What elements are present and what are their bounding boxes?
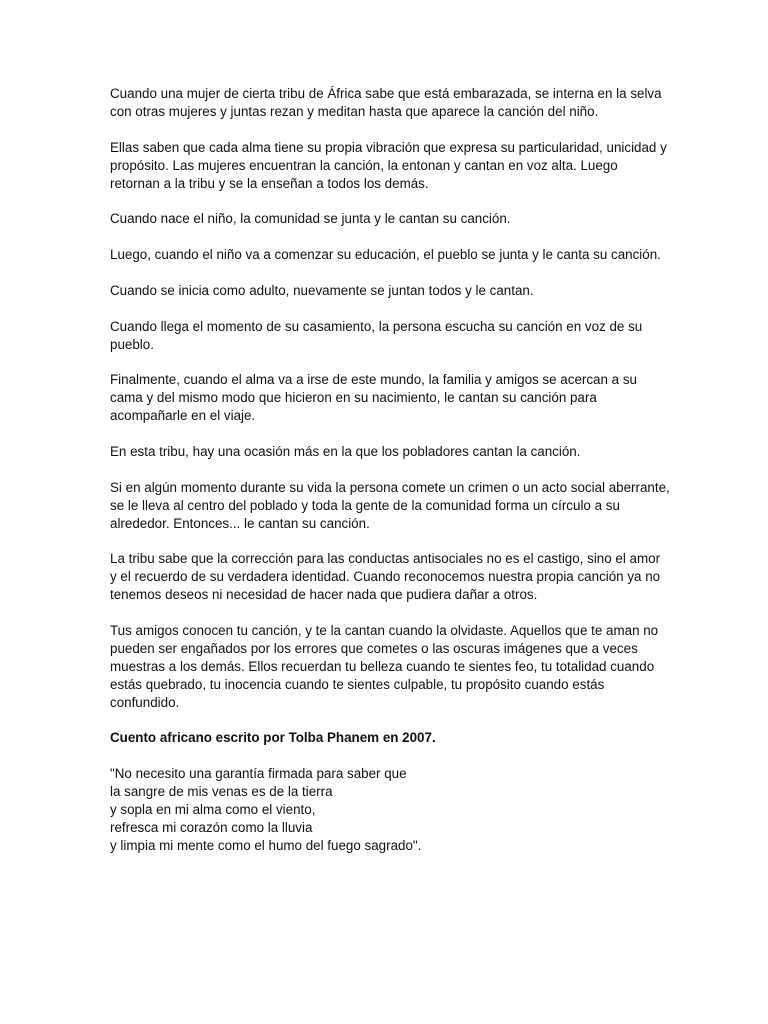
paragraph-8: En esta tribu, hay una ocasión más en la que los pobladores cantan la canción.: [110, 444, 581, 460]
paragraph-6: Cuando llega el momento de su casamiento, la persona escucha su canción en voz de su pueblo.: [110, 318, 643, 352]
poem-line-5: y limpia mi mente como el humo del fuego sagrado".: [110, 837, 422, 853]
paragraph-7: Finalmente, cuando el alma va a irse de este mundo, la familia y amigos se acercan a su cama y del mismo modo que hicieron en su nacimiento, le cantan su canción para acompañarle en el viaje.: [110, 372, 637, 424]
poem-line-2: la sangre de mis venas es de la tierra: [110, 784, 333, 800]
paragraph-3: Cuando nace el niño, la comunidad se junta y le cantan su canción.: [110, 211, 511, 227]
poem-line-1: "No necesito una garantía firmada para saber que: [110, 766, 407, 782]
paragraph-2: Ellas saben que cada alma tiene su propia vibración que expresa su particularidad, unicidad y propósito. Las mujeres encuentran la canción, la entonan y cantan en voz alta. Luego retornan a la tribu y se la enseñan a todos los demás.: [110, 139, 667, 191]
poem-line-3: y sopla en mi alma como el viento,: [110, 802, 316, 818]
poem-line-4: refresca mi corazón como la lluvia: [110, 819, 313, 835]
paragraph-1: Cuando una mujer de cierta tribu de África sabe que está embarazada, se interna en la selva con otras mujeres y juntas rezan y meditan hasta que aparece la canción del niño.: [110, 86, 662, 119]
paragraph-10: La tribu sabe que la corrección para las conductas antisociales no es el castigo, sino el amor y el recuerdo de su verdadera identidad. Cuando reconocemos nuestra propia canción ya no tenemos deseos ni necesidad de hacer nada que pudiera dañar a otros.: [110, 551, 661, 603]
story-attribution: Cuento africano escrito por Tolba Phanem en 2007.: [110, 730, 436, 746]
paragraph-4: Luego, cuando el niño va a comenzar su educación, el pueblo se junta y le canta su canción.: [110, 247, 661, 263]
paragraph-5: Cuando se inicia como adulto, nuevamente se juntan todos y le cantan.: [110, 282, 534, 298]
paragraph-11: Tus amigos conocen tu canción, y te la cantan cuando la olvidaste. Aquellos que te aman no pueden ser engañados por los errores que cometes o las oscuras imágenes que a veces muestras a los demás. Ellos recuerdan tu belleza cuando te sientes feo, tu totalidad cuando estás quebrado, tu inocencia cuando te sientes culpable, tu propósito cuando estás confundido.: [110, 623, 659, 710]
paragraph-9: Si en algún momento durante su vida la persona comete un crimen o un acto social aberrante, se le lleva al centro del poblado y toda la gente de la comunidad forma un círculo a su alrededor. Entonces... le cantan su canción.: [110, 479, 670, 531]
poem-block: [110, 765, 670, 855]
document-page: [110, 85, 670, 855]
